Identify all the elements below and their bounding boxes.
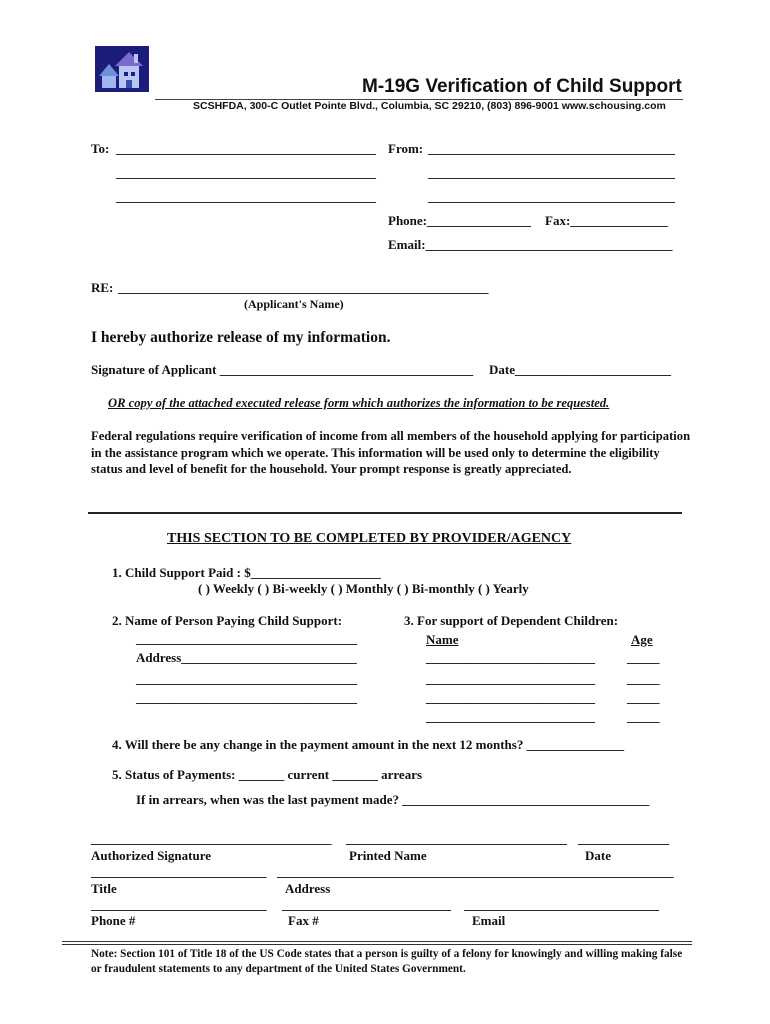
payment-status-field[interactable]: 5. Status of Payments: _______ current _______ arrears	[112, 767, 423, 782]
provider-section-heading: THIS SECTION TO BE COMPLETED BY PROVIDER/AGENCY	[167, 531, 572, 546]
to-field-line-2[interactable]: ________________________________________	[116, 165, 376, 180]
title-label: Title	[91, 881, 117, 896]
title-field[interactable]: ___________________________	[91, 864, 267, 879]
signoff-address-field[interactable]: _____________________________________________________________	[277, 864, 674, 879]
signoff-email-label: Email	[472, 913, 506, 928]
authorized-signature-label: Authorized Signature	[91, 848, 212, 863]
applicant-name-field[interactable]: _________________________________________________________	[118, 280, 489, 295]
child-name-header: Name	[426, 632, 459, 647]
printed-name-label: Printed Name	[349, 848, 427, 863]
footnote-divider	[62, 941, 692, 945]
legal-footnote: Note: Section 101 of Title 18 of the US Code states that a person is guilty of a felony for knowingly and willing making false or fraudulent statements to any department of the United States Government.	[91, 948, 683, 975]
signoff-phone-label: Phone #	[91, 913, 136, 928]
section-divider	[88, 512, 682, 514]
to-field[interactable]: ________________________________________	[116, 141, 376, 156]
to-field-line-3[interactable]: ________________________________________	[116, 189, 376, 204]
agency-address: SCSHFDA, 300-C Outlet Pointe Blvd., Columbia, SC 29210, (803) 896-9001 www.schousing.com	[193, 100, 666, 112]
from-label: From:	[388, 141, 424, 156]
child-name-field-2[interactable]: __________________________	[426, 671, 595, 686]
federal-regulations-notice: Federal regulations require verification of income from all members of the household applying for participation in the assistance program which we operate. This information will be used only to determine the eligibility status and level of benefit for the household. Your prompt response is greatly appreciated.	[91, 429, 691, 476]
payer-name-field[interactable]: __________________________________	[136, 631, 357, 646]
payer-address-line-3[interactable]: __________________________________	[136, 690, 357, 705]
payer-address-line-2[interactable]: __________________________________	[136, 671, 357, 686]
payer-name-label: 2. Name of Person Paying Child Support:	[112, 613, 343, 628]
authorized-signature-field[interactable]: _____________________________________	[91, 831, 332, 846]
fax-field[interactable]: Fax:_______________	[545, 213, 668, 228]
housing-logo	[95, 46, 149, 92]
signoff-email-field[interactable]: ______________________________	[464, 897, 659, 912]
child-age-field-3[interactable]: _____	[627, 690, 660, 705]
child-support-paid-field[interactable]: 1. Child Support Paid : $____________________	[112, 565, 381, 580]
payer-address-field[interactable]: Address___________________________	[136, 650, 357, 665]
signoff-fax-field[interactable]: __________________________	[282, 897, 451, 912]
phone-field[interactable]: Phone:________________	[388, 213, 531, 228]
child-age-field-4[interactable]: _____	[627, 709, 660, 724]
signoff-fax-label: Fax #	[288, 913, 319, 928]
applicant-signature-field[interactable]: Signature of Applicant _______________________________________	[91, 362, 474, 377]
child-age-field-2[interactable]: _____	[627, 671, 660, 686]
signoff-phone-field[interactable]: ___________________________	[91, 897, 267, 912]
signoff-date-field[interactable]: ______________	[578, 831, 669, 846]
release-form-note: OR copy of the attached executed release form which authorizes the information to be requested.	[108, 396, 610, 410]
last-payment-field[interactable]: If in arrears, when was the last payment made? ______________________________________	[136, 792, 650, 807]
applicant-date-field[interactable]: Date________________________	[489, 362, 671, 377]
payment-change-field[interactable]: 4. Will there be any change in the payment amount in the next 12 months? _______________	[112, 737, 625, 752]
child-age-field-1[interactable]: _____	[627, 650, 660, 665]
child-name-field-3[interactable]: __________________________	[426, 690, 595, 705]
house-icon	[95, 46, 149, 92]
printed-name-field[interactable]: __________________________________	[346, 831, 567, 846]
signoff-date-label: Date	[585, 848, 611, 863]
authorize-heading: I hereby authorize release of my information.	[91, 329, 391, 346]
signoff-address-label: Address	[285, 881, 331, 896]
from-field-line-3[interactable]: ______________________________________	[428, 189, 675, 204]
dependent-children-label: 3. For support of Dependent Children:	[404, 613, 619, 628]
from-field-line-2[interactable]: ______________________________________	[428, 165, 675, 180]
child-age-header: Age	[631, 632, 653, 647]
child-name-field-4[interactable]: __________________________	[426, 709, 595, 724]
applicant-name-caption: (Applicant's Name)	[244, 297, 344, 311]
email-field[interactable]: Email:______________________________________	[388, 237, 673, 252]
child-name-field-1[interactable]: __________________________	[426, 650, 595, 665]
from-field[interactable]: ______________________________________	[428, 141, 675, 156]
re-label: RE:	[91, 280, 114, 295]
to-label: To:	[91, 141, 110, 156]
payment-frequency-options[interactable]: ( ) Weekly ( ) Bi-weekly ( ) Monthly ( ) Bi-monthly ( ) Yearly	[198, 581, 529, 596]
form-title: M-19G Verification of Child Support	[362, 76, 682, 97]
